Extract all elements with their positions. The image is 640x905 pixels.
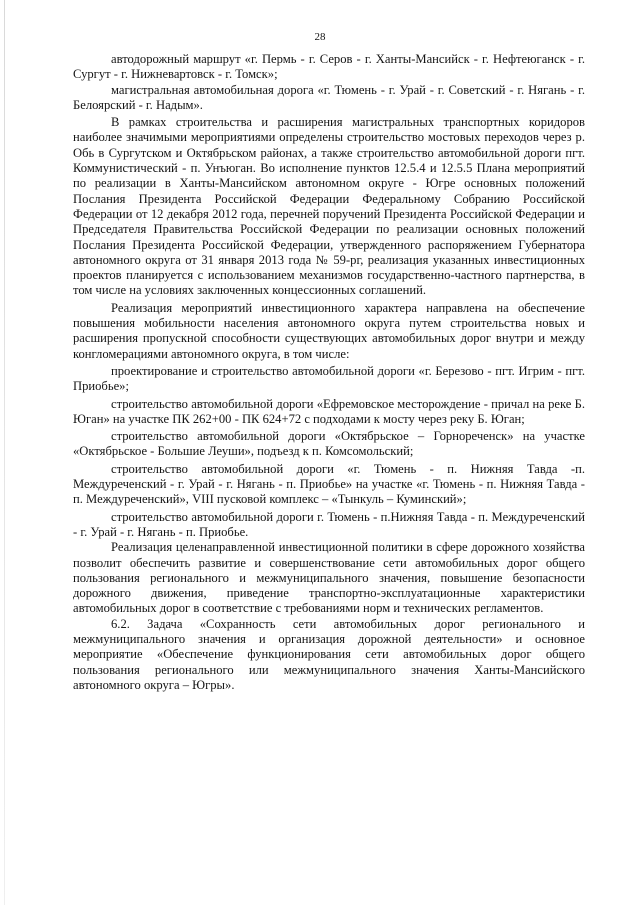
list-item-tyumen-road: строительство автомобильной дороги г. Тюмень - п.Нижняя Тавда - п. Междуреченский - г. Урай - г. Нягань - п. Приобье. [73, 509, 585, 539]
scan-edge-line [4, 0, 5, 905]
list-item-tyumen-road-section: строительство автомобильной дороги «г. Тюмень - п. Нижняя Тавда -п. Междуреченский - г. Урай - г. Нягань - п. Приобье» на участке «г. Тюмень - п. Нижняя Тавда - п. Междуреченский», VIII пусковой комплекс – «Тынкуль – Куминский»; [73, 461, 585, 507]
list-item-oktyabrskoe-road: строительство автомобильной дороги «Октябрьское – Горнореченск» на участке «Октябрьское - Большие Леуши», подъезд к п. Комсомольский; [73, 429, 585, 459]
list-item-berezovo-road: проектирование и строительство автомобильной дороги «г. Березово - пгт. Игрим - пгт. Приобье»; [73, 363, 585, 394]
list-item-efremovskoe-road: строительство автомобильной дороги «Ефремовское месторождение - причал на реке Б. Юган» на участке ПК 262+00 - ПК 624+72 с подходами к мосту через реку Б. Юган; [73, 396, 585, 426]
page-number: 28 [314, 31, 326, 43]
paragraph-transport-corridors: В рамках строительства и расширения магистральных транспортных коридоров наиболее значимыми мероприятиями определены строительство мостовых переходов через р. Обь в Сургутском и Октябрьском районах, а также строительство автомобильной дороги пгт. Коммунистический - п. Унъюган. Во исполнение пунктов 12.5.4 и 12.5.5 Плана мероприятий по реализации в Ханты-Мансийском автономном округе - Югре основных положений Послания Президента Российской Федерации Федеральному Собранию Российской Федерации от 12 декабря 2012 года, перечней поручений Президента Российской Федерации и Председателя Правительства Российской Федерации по реализации основных положений Послания Президента Российской Федерации, утвержденного распоряжением Губернатора автономного округа от 31 января 2013 года № 59-рг, реализация указанных инвестиционных проектов планируется с использованием механизмов государственно-частного партнерства, в том числе на условиях заключенных концессионных соглашений. [73, 115, 585, 298]
paragraph-investment-policy: Реализация целенаправленной инвестиционной политики в сфере дорожного хозяйства позволит обеспечить развитие и совершенствование сети автомобильных дорог общего пользования регионального и межмуниципального значения, повышение безопасности дорожного движения, приведение транспортно-эксплуатационные характеристики автомобильных дорог в соответствие с требованиями норм и технических регламентов. [73, 540, 585, 616]
paragraph-investment-measures: Реализация мероприятий инвестиционного характера направлена на обеспечение повышения мобильности населения автономного округа путем строительства новых и расширения пропускной способности существующих автомобильных дорог внутри и между конгломерациями автономного округа, в том числе: [73, 300, 585, 361]
paragraph-route-perm-tomsk: автодорожный маршрут «г. Пермь - г. Серов - г. Ханты-Мансийск - г. Нефтеюганск - г. Сургут - г. Нижневартовск - г. Томск»; [73, 52, 585, 82]
paragraph-route-tyumen-nadym: магистральная автомобильная дорога «г. Тюмень - г. Урай - г. Советский - г. Нягань - г. Белоярский - г. Надым». [73, 82, 585, 112]
body-text [73, 52, 585, 693]
paragraph-task-6-2: 6.2. Задача «Сохранность сети автомобильных дорог регионального и межмуниципального значения и организация дорожной деятельности» и основное мероприятие «Обеспечение функционирования сети автомобильных дорог общего пользования регионального или межмуниципального значения Ханты-Мансийского автономного округа – Югры». [73, 616, 585, 692]
